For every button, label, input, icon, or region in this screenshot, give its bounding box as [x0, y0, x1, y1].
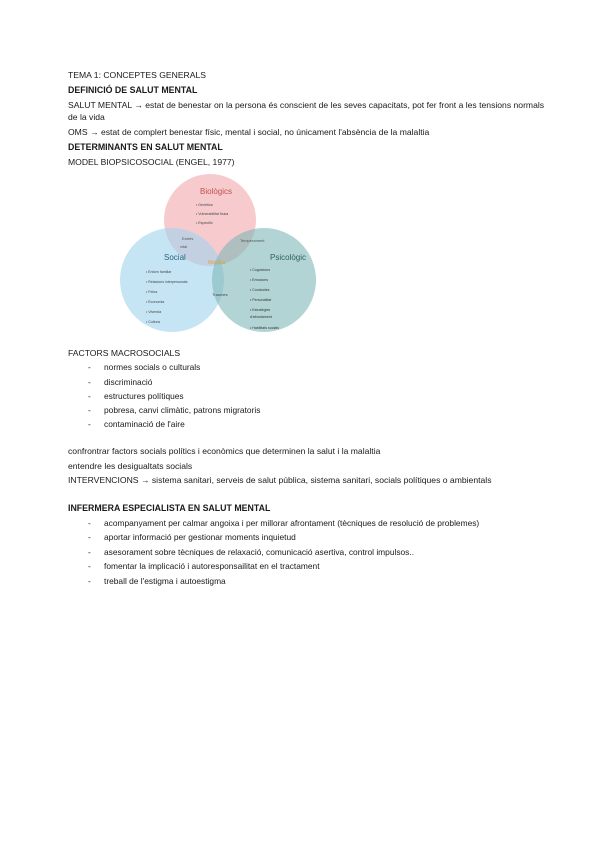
bio-social-overlap-label: vital	[180, 244, 188, 249]
macro-item: - discriminació	[88, 377, 153, 387]
infermera-item: - asesorament sobre tècniques de relaxació, comunicació asertiva, control impulsos..	[88, 547, 415, 557]
determinants-heading: DETERMINANTS EN SALUT MENTAL	[68, 142, 223, 152]
bio-item: • Específic	[196, 221, 213, 225]
psico-item: • Habilitats socials	[250, 326, 280, 330]
interventions-line: INTERVENCIONS → sistema sanitari, serveis de salut pública, sistema sanitari, socials polítiques o ambientals	[68, 475, 492, 485]
bio-psico-overlap-label: Temperament	[240, 238, 265, 243]
biopsychosocial-venn-diagram	[68, 170, 330, 346]
social-title: Social	[164, 253, 186, 262]
social-item: • Relacions interpersonals	[146, 280, 188, 284]
social-item: • Cultura	[146, 320, 160, 324]
model-biopsicosocial: MODEL BIOPSICOSOCIAL (ENGEL, 1977)	[68, 157, 235, 167]
infermera-heading: INFERMERA ESPECIALISTA EN SALUT MENTAL	[68, 503, 271, 513]
infermera-item: - fomentar la implicació i autoresponsailitat en el tractament	[88, 561, 320, 571]
infermera-item: - acompanyament per calmar angoixa i per millorar afrontament (tècniques de resolució de problemes)	[88, 518, 480, 528]
infermera-item: - aportar informació per gestionar moments inquietud	[88, 532, 296, 542]
bio-item: • Vulnerabilitat física	[196, 212, 229, 216]
bio-social-overlap-label: Estrès	[182, 236, 194, 241]
psico-item: • Conductes	[250, 288, 270, 292]
psico-item: d'afrontament	[250, 315, 272, 319]
psico-item: • Personalitat	[250, 298, 272, 302]
social-item: • Feina	[146, 290, 158, 294]
psico-item: • Estratègies	[250, 308, 271, 312]
macro-item: - normes socials o culturals	[88, 362, 201, 372]
psico-item: • Cognicions	[250, 268, 271, 272]
social-item: • Vivenda	[146, 310, 162, 314]
psico-item: • Emocions	[250, 278, 269, 282]
bio-item: • Genètica	[196, 203, 213, 207]
oms-definition: OMS → estat de complert benestar físic, mental i social, no únicament l'absència de la malaltia	[68, 127, 430, 137]
paragraph-line: confrontrar factors socials polítics i econòmics que determinen la salut i la malaltia	[68, 446, 381, 456]
page-title: TEMA 1: CONCEPTES GENERALS	[68, 70, 207, 80]
social-item: • Entorn familiar	[146, 270, 172, 274]
paragraph-line: entendre les desigualtats socials	[68, 461, 193, 471]
macro-item: - contaminació de l'aire	[88, 419, 185, 429]
bio-title: Biològics	[200, 187, 233, 196]
social-psico-overlap-label: Traumes	[212, 292, 228, 297]
social-item: • Economia	[146, 300, 165, 304]
psico-title: Psicològic	[270, 253, 307, 262]
definicio-heading: DEFINICIÓ DE SALUT MENTAL	[68, 85, 198, 95]
macro-item: - estructures polítiques	[88, 391, 184, 401]
salut-mental-definition-cont: de la vida	[68, 112, 105, 122]
macro-item: - pobresa, canvi climàtic, patrons migratoris	[88, 405, 261, 415]
salut-mental-definition: SALUT MENTAL → estat de benestar on la persona és conscient de les seves capacitats, pot fer front a les tensions normals	[68, 100, 545, 110]
macro-heading: FACTORS MACROSOCIALS	[68, 348, 181, 358]
center-overlap-label: Malaltia	[208, 260, 226, 266]
infermera-item: - treball de l'estigma i autoestigma	[88, 576, 226, 586]
